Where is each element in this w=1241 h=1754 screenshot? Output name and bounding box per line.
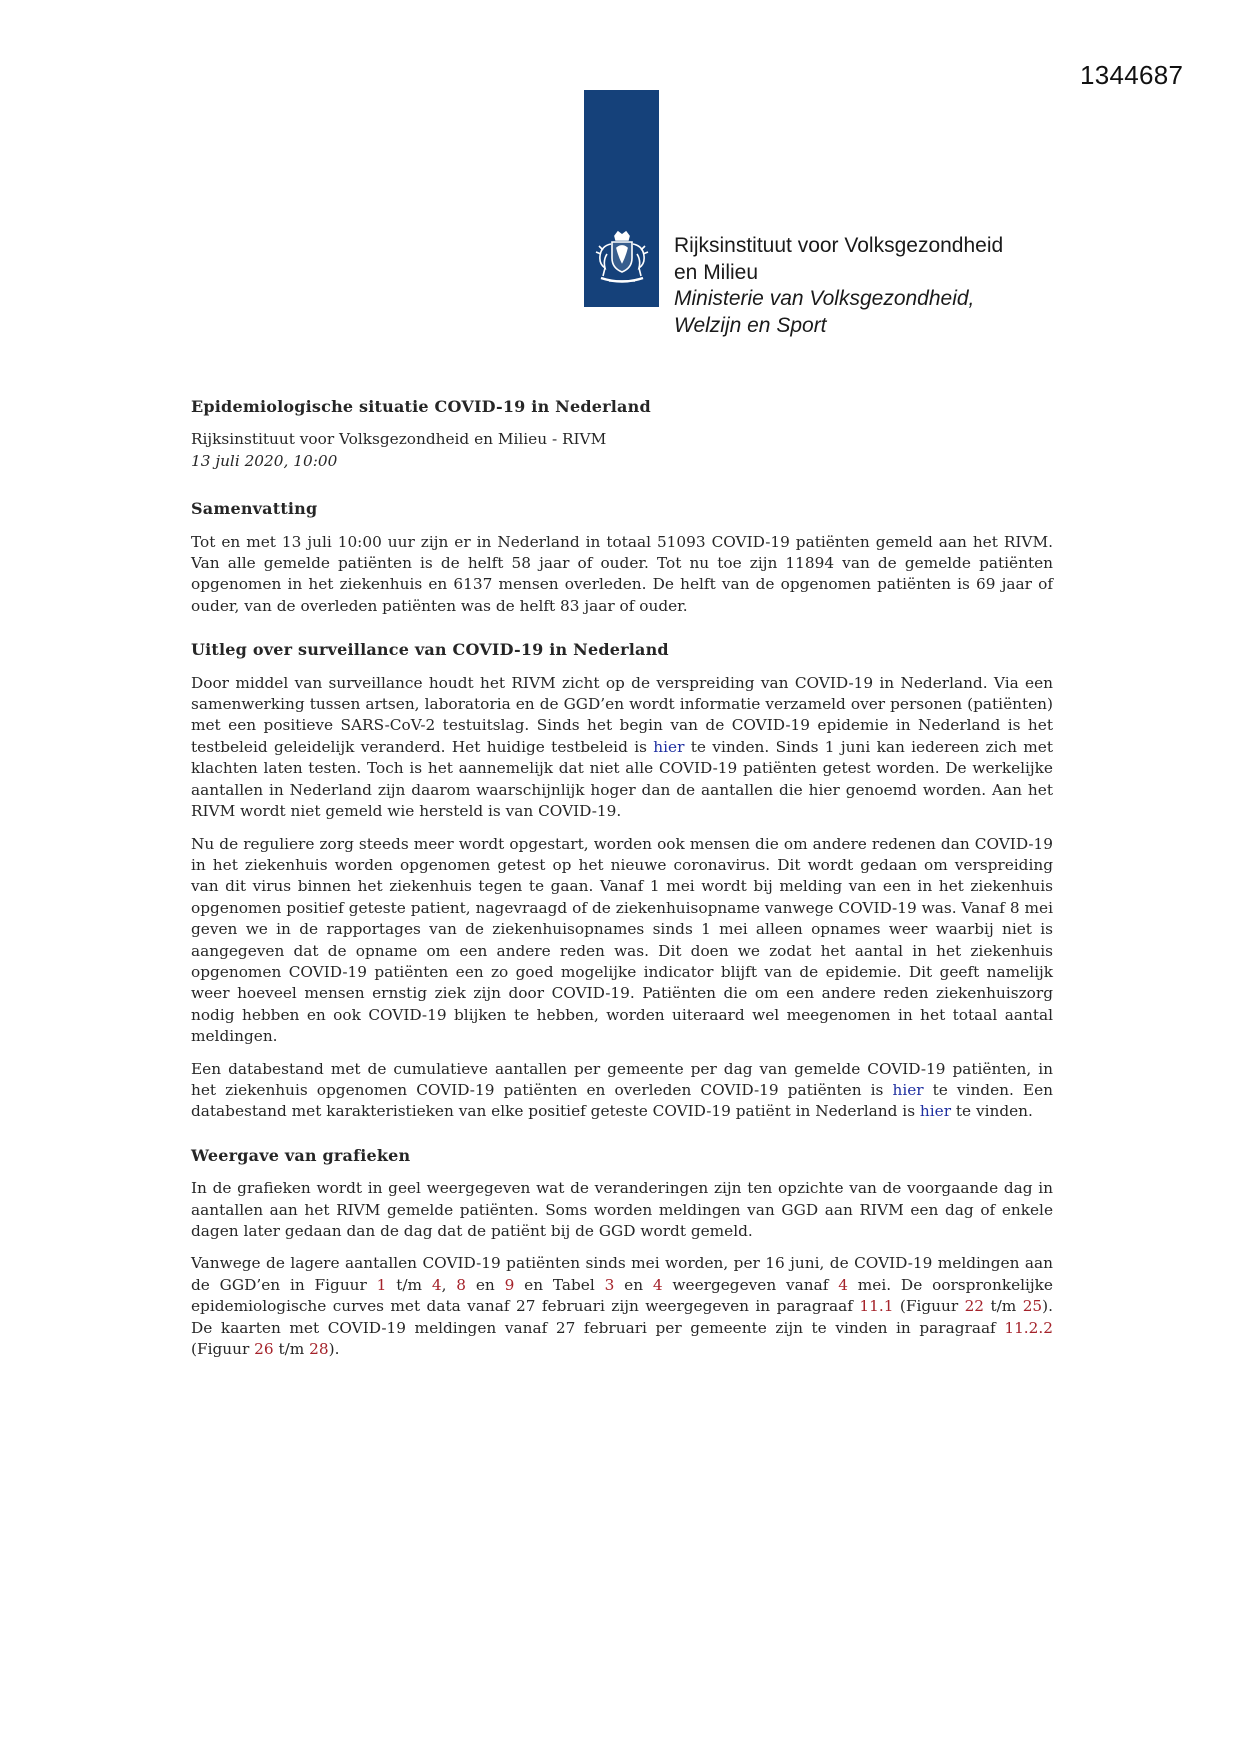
paragraph-text: Een databestand met de cumulatieve aantallen per gemeente per dag van gemelde COVID-19 patiënten, in het ziekenhuis opgenomen COVID-19 patiënten en overleden COVID-19 patiënten is — [191, 1059, 1053, 1099]
document-body — [191, 396, 1053, 1371]
organization-name — [674, 233, 1003, 339]
figure-ref-22[interactable]: 22 — [964, 1297, 985, 1316]
graphs-paragraph-2 — [191, 1253, 1053, 1360]
figure-ref-25[interactable]: 25 — [1022, 1297, 1043, 1316]
paragraph-text: Door middel van surveillance houdt het RIVM zicht op de verspreiding van COVID-19 in Nederland. Via een samenwerking tussen artsen, laboratoria en de GGD’en wordt informatie verzameld over personen (patiënten) met een positieve SARS-CoV-2 testuitslag. Sinds het begin van de COVID-19 epidemie in Nederland is het testbeleid geleidelijk veranderd. Het huidige testbeleid is — [191, 673, 1053, 756]
paragraph-text: te vinden. Een databestand met karakteristieken van elke positief geteste COVID-19 patiënt in Nederland is — [191, 1080, 1053, 1121]
paragraph-text: te vinden. Sinds 1 juni kan iedereen zich met klachten laten testen. Toch is het aannemelijk dat niet alle COVID-19 patiënten getest worden. De werkelijke aantallen in Nederland zijn daarom waarschijnlijk hoger dan de aantallen die hier genoemd worden. Aan het RIVM wordt niet gemeld wie hersteld is van COVID-19. — [191, 737, 1053, 821]
summary-heading: Samenvatting — [191, 499, 318, 519]
section-ref-11-2-2[interactable]: 11.2.2 — [1004, 1318, 1053, 1337]
org-name-line-2: en Milieu — [674, 260, 759, 284]
ministry-line-1: Ministerie van Volksgezondheid, — [674, 287, 975, 310]
paragraph-text: , — [441, 1275, 457, 1294]
surveillance-heading: Uitleg over surveillance van COVID-19 in Nederland — [191, 640, 669, 660]
figure-ref-4[interactable]: 4 — [431, 1275, 442, 1294]
testbeleid-link[interactable]: hier — [653, 737, 685, 756]
institute-line: Rijksinstituut voor Volksgezondheid en Milieu - RIVM — [191, 430, 607, 449]
surveillance-paragraph-2: Nu de reguliere zorg steeds meer wordt opgestart, worden ook mensen die om andere redenen dan COVID-19 in het ziekenhuis worden opgenomen getest op het nieuwe coronavirus. Dit wordt gedaan om verspreiding van dit virus binnen het ziekenhuis tegen te gaan. Vanaf 1 mei wordt bij melding van een in het ziekenhuis opgenomen positief geteste patient, nagevraagd of de ziekenhuisopname vanwege COVID-19 was. Vanaf 8 mei geven we in de rapportages van de ziekenhuisopnames sinds 1 mei alleen opnames weer waarbij niet is aangegeven dat de opname om een andere reden was. Dit doen we zodat het aantal in het ziekenhuis opgenomen COVID-19 patiënten een zo goed mogelijke indicator blijft van de epidemie. Dit geeft namelijk weer hoeveel mensen ernstig ziek zijn door COVID-19. Patiënten die om een andere reden ziekenhuiszorg nodig hebben en ook COVID-19 blijken te hebben, worden uiteraard wel meegenomen in het totaal aantal meldingen. — [191, 834, 1053, 1046]
table-ref-4[interactable]: 4 — [652, 1275, 663, 1294]
paragraph-text: ). — [328, 1340, 340, 1359]
date-ref-4[interactable]: 4 — [838, 1275, 848, 1294]
paragraph-text: mei. De oorspronkelijke epidemiologische curves met data vanaf 27 februari zijn weergegeven in paragraaf — [191, 1275, 1053, 1316]
table-ref-3[interactable]: 3 — [604, 1275, 615, 1294]
patient-characteristics-link[interactable]: hier — [919, 1102, 952, 1121]
report-date: 13 juli 2020, 10:00 — [191, 451, 338, 470]
figure-ref-26[interactable]: 26 — [254, 1340, 274, 1359]
surveillance-paragraph-3 — [191, 1059, 1053, 1123]
paragraph-text: te vinden. — [951, 1102, 1033, 1121]
paragraph-text: weergegeven vanaf — [662, 1275, 839, 1294]
document-title: Epidemiologische situatie COVID-19 in Nederland — [191, 397, 651, 416]
paragraph-text: en — [466, 1275, 505, 1294]
paragraph-text: ). De kaarten met COVID-19 meldingen vanaf 27 februari per gemeente zijn te vinden in paragraaf — [191, 1297, 1054, 1337]
cumulative-data-link[interactable]: hier — [892, 1080, 924, 1099]
document-id: 1344687 — [1080, 60, 1184, 90]
royal-crest-icon — [591, 228, 653, 290]
paragraph-text: t/m — [984, 1297, 1023, 1316]
paragraph-text: en Tabel — [514, 1275, 605, 1294]
section-ref-11-1[interactable]: 11.1 — [859, 1297, 894, 1316]
figure-ref-1[interactable]: 1 — [376, 1275, 387, 1294]
figure-ref-9[interactable]: 9 — [504, 1275, 515, 1294]
paragraph-text: Vanwege de lagere aantallen COVID-19 patiënten sinds mei worden, per 16 juni, de COVID-19 meldingen aan de GGD’en in Figuur — [191, 1254, 1053, 1294]
paragraph-text: en — [614, 1275, 653, 1294]
org-name-line-1: Rijksinstituut voor Volksgezondheid — [674, 234, 1004, 257]
figure-ref-8[interactable]: 8 — [456, 1275, 467, 1294]
ministry-line-2: Welzijn en Sport — [674, 313, 827, 337]
graphs-heading: Weergave van grafieken — [191, 1145, 411, 1165]
paragraph-text: (Figuur — [191, 1340, 255, 1359]
surveillance-paragraph-1 — [191, 673, 1053, 823]
logo-bar — [584, 90, 659, 307]
summary-paragraph: Tot en met 13 juli 10:00 uur zijn er in Nederland in totaal 51093 COVID-19 patiënten gemeld aan het RIVM. Van alle gemelde patiënten is de helft 58 jaar of ouder. Tot nu toe zijn 11894 van de gemelde patiënten opgenomen in het ziekenhuis en 6137 mensen overleden. De helft van de opgenomen patiënten is 69 jaar of ouder, van de overleden patiënten was de helft 83 jaar of ouder. — [191, 532, 1053, 615]
paragraph-text: t/m — [386, 1275, 432, 1294]
paragraph-text: (Figuur — [893, 1297, 965, 1316]
graphs-section — [191, 1145, 1053, 1361]
surveillance-section — [191, 639, 1053, 1123]
summary-section — [191, 498, 1053, 617]
graphs-paragraph-1: In de grafieken wordt in geel weergegeven wat de veranderingen zijn ten opzichte van de voorgaande dag in aantallen aan het RIVM gemelde patiënten. Soms worden meldingen van GGD aan RIVM een dag of enkele dagen later gedaan dan de dag dat de patiënt bij de GGD wordt gemeld. — [191, 1179, 1053, 1240]
figure-ref-28[interactable]: 28 — [309, 1340, 329, 1359]
paragraph-text: t/m — [273, 1340, 310, 1359]
